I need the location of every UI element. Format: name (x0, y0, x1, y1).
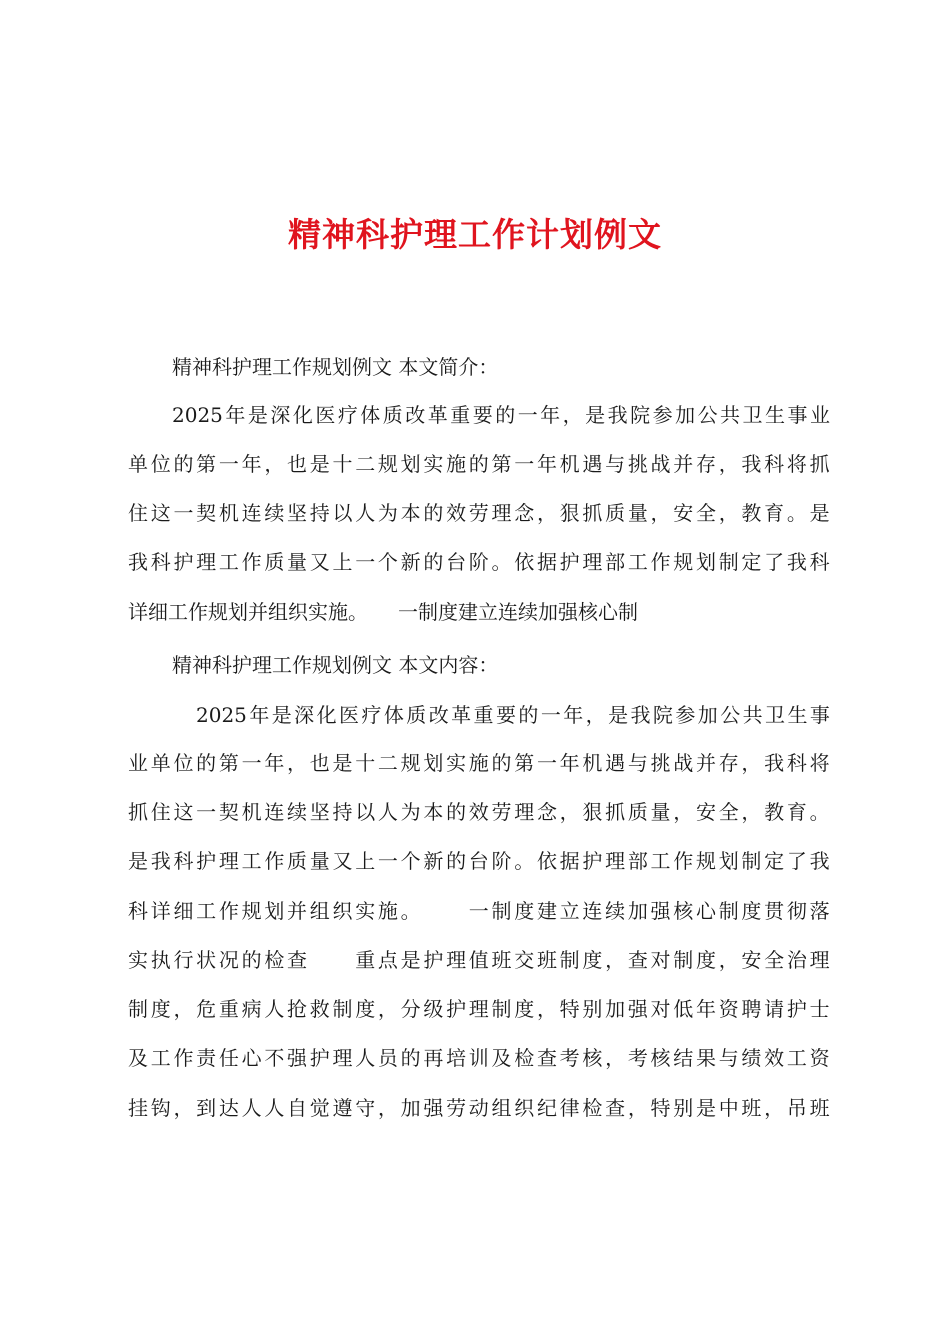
text-line: 挂 钩 ， 到 达 人 人 自 觉 遵 守 ， 加 强 劳 动 组 织 纪 律 检 查 ， 特 别 是 中 班 ， 吊 班 (128, 1096, 830, 1120)
text-line: 单 位 的 第 一 年 ， 也 是 十 二 规 划 实 施 的 第 一 年 机 遇 与 挑 战 并 存 ， 我 科 将 抓 (128, 452, 830, 476)
text-line: 我 科 护 理 工 作 质 量 又 上 一 个 新 的 台 阶 。 依 据 护 理 部 工 作 规 划 制 定 了 我 科 (128, 550, 830, 574)
text-line: 2025 年 是 深 化 医 疗 体 质 改 革 重 要 的 一 年 ， 是 我 院 参 加 公 共 卫 生 事 业 (172, 403, 830, 427)
text-line: 制 度 ， 危 重 病 人 抢 救 制 度 ， 分 级 护 理 制 度 ， 特 别 加 强 对 低 年 资 聘 请 护 士 (128, 997, 830, 1021)
text-line: 抓 住 这 一 契 机 连 续 坚 持 以 人 为 本 的 效 劳 理 念 ， 狠 抓 质 量 ， 安 全 ， 教 育 。 (128, 800, 830, 824)
text-line: 业 单 位 的 第 一 年 ， 也 是 十 二 规 划 实 施 的 第 一 年 机 遇 与 挑 战 并 存 ， 我 科 将 (128, 751, 830, 775)
section-heading-intro: 精神科护理工作规划例文 本文简介： (172, 355, 499, 379)
text-line: 住 这 一 契 机 连 续 坚 持 以 人 为 本 的 效 劳 理 念 ， 狠 抓 质 量 ， 安 全 ， 教 育 。 是 (128, 501, 830, 525)
section-heading-content: 精神科护理工作规划例文 本文内容： (172, 653, 499, 677)
text-line: 及 工 作 责 任 心 不 强 护 理 人 员 的 再 培 训 及 检 查 考 核 ， 考 核 结 果 与 绩 效 工 资 (128, 1046, 830, 1070)
text-line: 2025 年 是 深 化 医 疗 体 质 改 革 重 要 的 一 年 ， 是 我 院 参 加 公 共 卫 生 事 (196, 703, 830, 727)
text-line: 科 详 细 工 作 规 划 并 组 织 实 施 。 一 制 度 建 立 连 续 加 强 核 心 制 度 贯 彻 落 (128, 899, 830, 923)
text-line: 是 我 科 护 理 工 作 质 量 又 上 一 个 新 的 台 阶 。 依 据 护 理 部 工 作 规 划 制 定 了 我 (128, 849, 830, 873)
text-line: 详细工作规划并组织实施。 一制度建立连续加强核心制 (128, 600, 638, 624)
text-line: 实 执 行 状 况 的 检 查 重 点 是 护 理 值 班 交 班 制 度 ， 查 对 制 度 ， 安 全 治 理 (128, 948, 830, 972)
document-title: 精神科护理工作计划例文 (288, 215, 662, 254)
